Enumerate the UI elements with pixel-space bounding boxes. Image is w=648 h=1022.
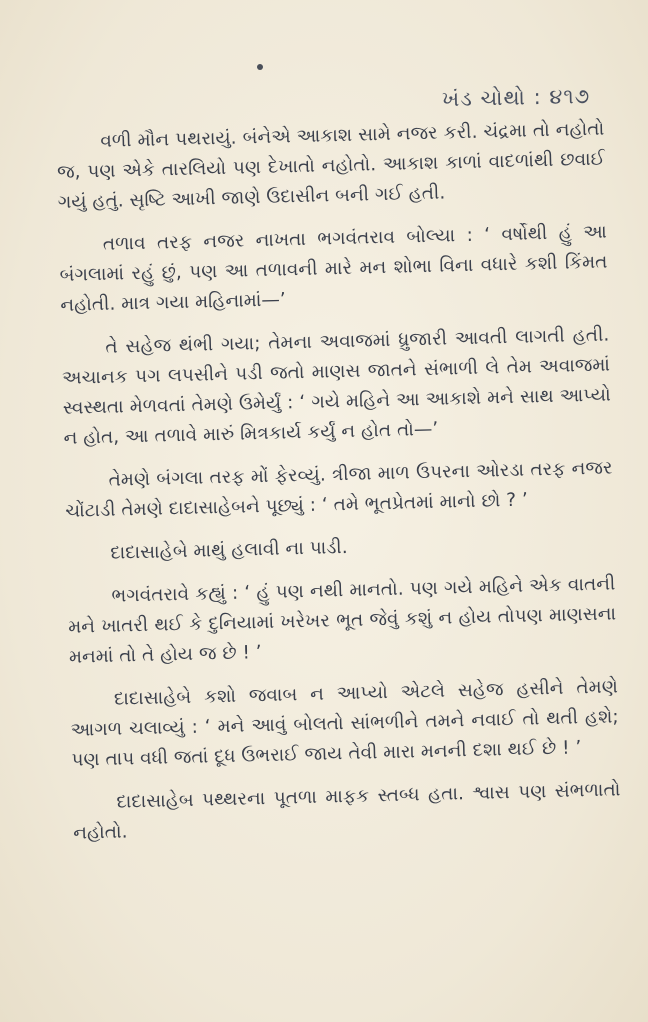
paragraph: તેમણે બંગલા તરફ મોં ફેરવ્યું. ત્રીજા માળ ઉપરના ઓરડા તરફ નજર ચોંટાડી તેમણે દાદાસાહેબને પૂછ્યું : ‘ તમે ભૂતપ્રેતમાં માનો છો ? ’ xyxy=(65,457,613,522)
page-dot-mark xyxy=(257,64,263,70)
paragraph: દાદાસાહેબે કશો જવાબ ન આપ્યો એટલે સહેજ હસીને તેમણે આગળ ચલાવ્યું : ‘ મને આવું બોલતો સાંભળીને તમને નવાઈ તો થતી હશે; પણ તાપ વધી જતાં દૂધ ઉભરાઈ જાય તેવી મારા મનની દશા થઈ છે ! ’ xyxy=(70,676,619,771)
paragraph: ભગવંતરાવે કહ્યું : ‘ હું પણ નથી માનતો. પણ ગયે મહિને એક વાતની મને ખાતરી થઈ કે દુનિયામાં ખરેખર ભૂત જેવું કશું ન હોય તોપણ માણસના મનમાં તો તે હોય જ છે ! ’ xyxy=(67,573,617,668)
paragraph: તળાવ તરફ નજર નાખતા ભગવંતરાવ બોલ્યા : ‘ વર્ષોથી હું આ બંગલામાં રહું છું, પણ આ તળાવની મારે મન શોભા વિના વધારે કશી કિંમત નહોતી. માત્ર ગયા મહિનામાં—’ xyxy=(59,221,608,316)
body-text xyxy=(56,115,622,862)
paragraph: દાદાસાહેબે માથું હલાવી ના પાડી. xyxy=(110,537,348,564)
paragraph: તે સહેજ થંભી ગયા; તેમના અવાજમાં ધ્રુજારી આવતી લાગતી હતી. અચાનક પગ લપસીને પડી જતો માણસ જાતને સંભાળી લે તેમ અવાજમાં સ્વસ્થતા મેળવતાં તેમણે ઉમેર્યું : ‘ ગયે મહિને આ આકાશે મને સાથ આપ્યો ન હોત, આ તળાવે મારું મિત્રકાર્ય કર્યું ન હોત તો—’ xyxy=(61,324,611,449)
paragraph: દાદાસાહેબ પથ્થરના પૂતળા માફક સ્તબ્ધ હતા. શ્વાસ પણ સંભળાતો નહોતો. xyxy=(72,779,621,844)
running-header: ખંડ ચોથો : ૪૧૭ xyxy=(441,84,591,112)
paragraph: વળી મૌન પથરાયું. બંનેએ આકાશ સામે નજર કરી. ચંદ્રમા તો નહોતો જ, પણ એકે તારલિયો પણ દેખાતો નહોતો. આકાશ કાળાં વાદળાંથી છવાઈ ગયું હતું. સૃષ્ટિ આખી જાણે ઉદાસીન બની ગઈ હતી. xyxy=(56,118,606,213)
